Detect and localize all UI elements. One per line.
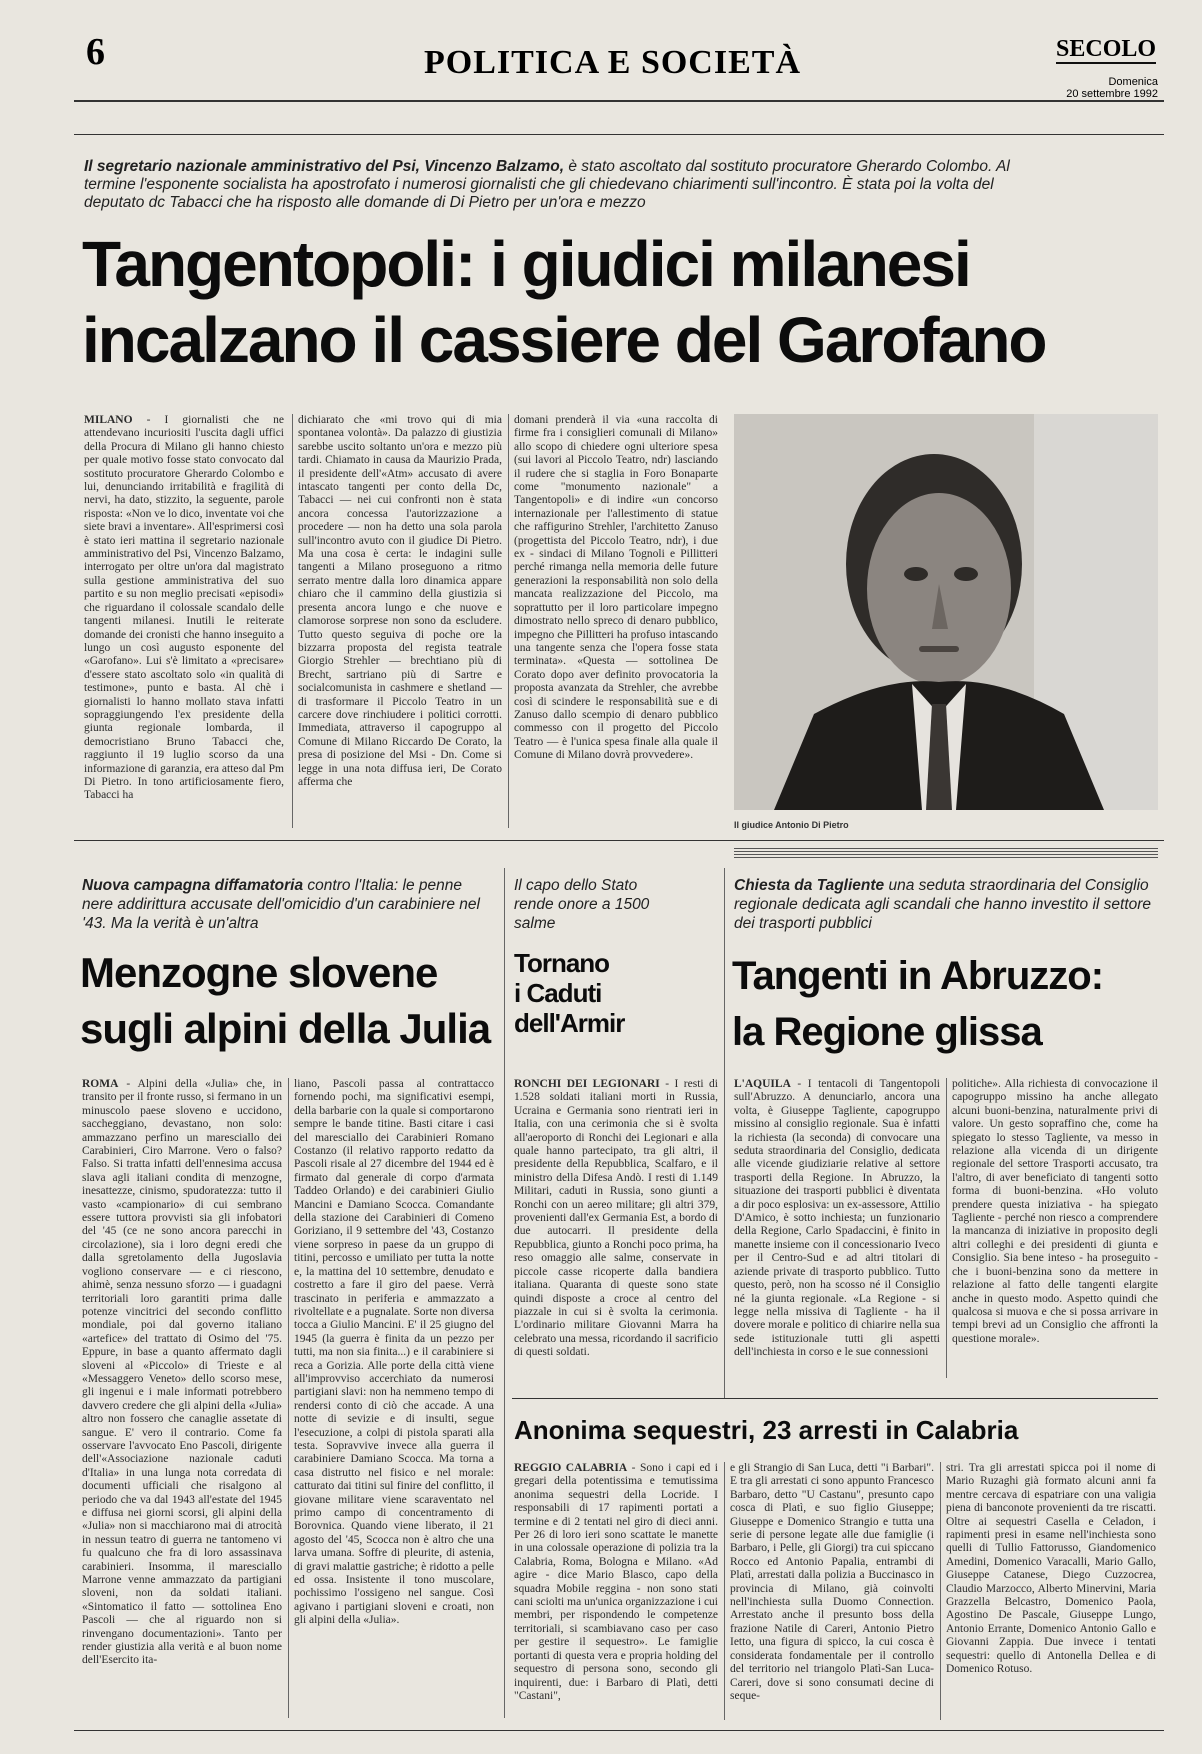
abruzzo-column-1 — [734, 1078, 940, 1378]
lead-column-2 — [298, 414, 502, 828]
lead-kicker-bold: Il segretario nazionale amministrativo del Psi, Vincenzo Balzamo, — [84, 158, 565, 175]
column-divider — [724, 868, 725, 1398]
slovene-kicker — [82, 876, 496, 933]
calabria-column-1 — [514, 1462, 718, 1720]
abruzzo-headline-line-1: Tangenti in Abruzzo: — [732, 954, 1104, 998]
lead-col3-text: domani prenderà il via «una raccolta di firme fra i consiglieri comunali di Milano» allo scopo di chiedere ogni ulteriore spesa (sui lavori al Piccolo Teatro, ndr) lasciando il rudere che si staglia in Foro Bonaparte come "monumento nazionale" a Tangentopoli» e di indire «un concorso internazionale per l'allestimento di statue che raffigurino Strehler, l'architetto Zanuso (progettista del Piccolo Teatro, ndr), i due ex - sindaci di Milano Tognoli e Pillitteri perché rimanga nella memoria delle future generazioni la responsabilità non solo della mancata realizzazione del Piccolo, ma soprattutto per il loro particolare impegno dimostrato nello spreco di denaro pubblico, impegno che Pillitteri ha profuso intascando una tangente senza che l'opera fosse stata terminata». «Questa — sottolinea De Corato dopo aver definito provocatoria la proposta avanzata da Strehler, che avrebbe così di scindere le responsabilità sue e di Zanuso dallo scempio di denaro pubblico commesso con il progetto del Piccolo Teatro — è l'unica spesa finale alla quale il Comune di Milano dovrà provvedere». — [514, 414, 718, 762]
column-divider — [946, 1078, 947, 1378]
abruzzo-column-2 — [952, 1078, 1158, 1378]
calabria-column-3 — [946, 1462, 1156, 1720]
lead-col1-text: - I giornalisti che ne attendevano incuriositi l'uscita dagli uffici della Procura di Milano gli hanno chiesto per quale motivo fosse stato convocato dal sostituto procuratore Gherardo Colombo e lui, denunciando irritabilità e fragilità di nervi, ha dato, stizzito, la seguente, parole risposta: «Non ve lo dico, inventate voi che siete bravi a inventare». All'esprimersi così è stato ieri mattina il segretario nazionale amministrativo del Psi, Vincenzo Balzamo, interrogato per oltre un'ora dal magistrato sulla gestione amministrativa del suo partito e su non meglio precisati «episodi» che riguardano il colossale scandalo delle tangenti milanesi. Inutili le reiterate domande dei cronisti che hanno inseguito a lungo un così augusto esponente del «Garofano». Lui s'è limitato a «precisare» d'essere stato ascoltato solo «in qualità di testimone», punto e basta. Al chè i giornalisti lo hanno mollato stava infatti sopraggiungendo l'ex presidente della giunta regionale lombarda, il democristiano Bruno Tabacci che, raggiunto il 19 luglio scorso da una informazione di garanzia, era atteso dal Pm Di Pietro. In tono artificiosamente fiero, Tabacci ha — [84, 414, 284, 802]
column-divider — [724, 1462, 725, 1720]
slovene-kicker-rest: contro l'Italia: le penne nere addirittura accusate dell'omicidio d'un carabiniere nel '43. Ma la verità è un'altra — [82, 877, 480, 932]
issue-date-text: 20 settembre 1992 — [1066, 88, 1158, 100]
calabria-col1-text: - Sono i capi ed i gregari della potentissima e temutissima anonima sequestri della Locride. I responsabili di 17 rapimenti portati a termine e di 2 tentati nel giro di dieci anni. Per 26 di loro ieri sono scattate le manette in una colossale operazione di polizia tra la Calabria, Roma, Bologna e Milano. «Ad agire - dice Mario Blasco, capo della squadra Mobile reggina - non sono stati cani sciolti ma un'unica organizzazione i cui membri, per rispondendo le competenze territoriali, si scambiavano caso per caso per gestire il sequestro». Le famiglie portanti di questa vera e propria holding del sequestro di persona sono, secondo gli inquirenti, due: i Barbaro di Platì, detti "Castani", — [514, 1462, 718, 1702]
page-number: 6 — [86, 31, 105, 73]
calabria-top-rule — [512, 1398, 1158, 1399]
column-divider — [292, 414, 293, 828]
calabria-col3-text: stri. Tra gli arrestati spicca poi il nome di Mario Ruzaghi già formato alcuni anni fa mentre cercava di espatriare con una valigia piena di banconote provenienti da tre riscatti. Oltre ai sequestri Casella e Celadon, i rapimenti presi in esame nell'inchiesta sono quelli di Tullio Fattorusso, Giandomenico Amedini, Domenico Varacalli, Mario Gallo, Giuseppe Catanese, Diego Cuzzocrea, Claudio Marzocco, Alberto Minervini, Maria Grazzella Belcastro, Domenico Paola, Agostino De Pascale, Giuseppe Lungo, Antonio Errante, Domenico Antonio Gallo e Giovanni Zappia. Due invece i tentati sequestri: quello di Antonella Dellea e di Domenico Rotuso. — [946, 1462, 1156, 1676]
slovene-headline-line-1: Menzogne slovene — [80, 949, 438, 996]
lead-headline-line-1: Tangentopoli: i giudici milanesi — [82, 228, 970, 300]
photo-caption: Il giudice Antonio Di Pietro — [734, 820, 849, 830]
slovene-col2-text: liano, Pascoli passa al contrattacco fornendo pochi, ma significativi esempi, della barbarie con la quale si comportarono sempre le bande titine. Basti citare i casi del maresciallo dei Carabinieri Romano Costanzo (il relativo rapporto redatto da Pascoli risale al 27 dicembre del 1944 ed è firmato dal generale di corpo d'armata Taddeo Orlando) e dei carabinieri Giulio Mancini e Damiano Scocca. Comandante della stazione dei Carabinieri di Comeno Goriziano, il 9 settembre del '43, Costanzo viene sorpreso in paese da un gruppo di titini, percosso e umiliato per tutta la notte e, la mattina del 10 settembre, denudato e costretto a fare il giro del paese. Verrà trascinato in periferia e ammazzato a rivoltellate e a pugnalate. Sorte non diversa tocca a Giulio Mancini. E' il 25 giugno del 1945 (la guerra è finita da un pezzo per tutti, ma non sia finita...) e il carabiniere si reca a Gorizia. Alle porte della città viene all'improvviso accerchiato da numerosi partigiani slavi: non ha nemmeno tempo di rendersi conto di ciò che accade. A una notte di sevizie e di insulti, segue l'esecuzione, a colpi di pistola sparati alla testa. Sopravvive invece alla guerra il carabiniere Damiano Scocca. Ma torna a casa distrutto nel fisico e nel morale: catturato dai titini sul finire del conflitto, il giovane militare viene scaraventato nel primo campo di concentramento di Borovnica. Quando viene liberato, il 21 agosto del '45, Scocca non è altro che una larva umana. Soffre di pleurite, di astenia, di gravi malattie gastriche; è ridotto a pelle ed ossa. Insistente il tono muscolare, pochissimo l'ossigeno nel sangue. Così agivano i partigiani sloveni e croati, non gli alpini della «Julia». — [294, 1078, 494, 1627]
lead-kicker — [84, 158, 1024, 212]
slovene-col1-text: - Alpini della «Julia» che, in transito per il fronte russo, si fermano in un minuscolo paese sloveno e uccidono, saccheggiano, devastano, non solo: ammazzano perfino un maresciallo dei Carabinieri, Ciro Marrone. Vero o falso? Falso. Si tratta infatti dell'ennesima accusa slava agli italiani condita di menzogne, inesattezze, cinismo, spudoratezza: tutto il vasto «campionario» di cui sembrano essere tuttora provvisti sia gli infobatori del '45 (ce ne sono ancora parecchi in circolazione), sia i loro degni eredi che dalla sgretolamento della Jugoslavia vogliono conservare — e ci riescono, ahimè, senza nessuno sforzo — i guadagni territoriali loro garantiti prima dalle potenze vincitrici del secondo conflitto mondiale, poi dal governo italiano «artefice» del trattato di Osimo del '75. Eppure, in base a quanto affermato dagli sloveni al «Piccolo» di Trieste e al «Messaggero Veneto» dello scorso mese, gli ingenui e i male informati potrebbero davvero credere che gli alpini della «Julia» altro non fossero che canaglie assetate di sangue. E' vero il contrario. Come fa osservare l'avvocato Eno Pascoli, dirigente dell'«Associazione nazionale caduti d'Italia» in una lunga nota corredata di documenti ufficiali che risalgono al periodo che va dal 1943 all'estate del 1945 e diffusa nei giorni scorsi, gli alpini della «Julia» non si macchiarono mai di atrocità in nessun teatro di guerra ne tantomeno vi fu qualcuno che fra di loro assassinava carabinieri. Insomma, il maresciallo Marrone venne ammazzato da partigiani sloveni, non da soldati italiani. «Sintomatico il fatto — sottolinea Eno Pascoli — che al riguardo non si rinvengano documentazioni». Tanto per render giustizia alla verità e al buon nome dell'Esercito ita- — [82, 1078, 282, 1667]
abruzzo-headline-line-2: la Regione glissa — [732, 1010, 1042, 1054]
slovene-dateline: ROMA — [82, 1078, 119, 1090]
armir-col1-text: - I resti di 1.528 soldati italiani morti in Russia, Ucraina e Germania sono rientrati ieri in Italia, con una cerimonia che si è svolta all'aeroporto di Ronchi dei Legionari e alla quale hanno partecipato, tra gli altri, il presidente della Repubblica, Scalfaro, e il ministro della Difesa Andò. I resti di 1.149 Militari, caduti in Russia, sono giunti a Ronchi con un aereo militare; gli altri 379, provenienti dall'ex Germania Est, a bordo di due autocarri. Il presidente della Repubblica, giunto a Ronchi poco prima, ha reso omaggio alle salme, conservate in piccole casse ricoperte dalla bandiera italiana. Quaranta di queste sono state quindi disposte a croce al centro del piazzale in cui si è svolta la cerimonia. L'ordinario militare Giovanni Marra ha celebrato una messa, ricordando il sacrificio di questi soldati. — [514, 1078, 718, 1359]
column-divider — [940, 1462, 941, 1720]
abruzzo-col2-text: politiche». Alla richiesta di convocazione il capogruppo missino ha anche allegato alcuni buoni-benzina, naturalmente privi di valore. Un gesto sopraffino che, come ha spiegato lo stesso Tagliente, va messo in relazione alla vicenda di un dirigente regionale del settore Trasporti accusato, tra l'altro, di aver beneficiato di tangenti sotto forma di buoni-benzina. «Ho voluto prendere questa iniziativa - ha spiegato Tagliente - perché non riesco a comprendere la mancanza di iniziative in proposito degli altri colleghi e dei presidenti di giunta e Consiglio. Sia bene inteso - ha proseguito - che i buoni-benzina sono da mettere in relazione al fatto delle tangenti elargite anche in questo modo. Aspetto quindi che qualcosa si muova e che si possa arrivare in tempi brevi ad un Consiglio che affronti la questione morale». — [952, 1078, 1158, 1345]
slovene-column-1 — [82, 1078, 282, 1718]
issue-day: Domenica — [1108, 76, 1158, 88]
lead-kicker-rest: è stato ascoltato dal sostituto procuratore Gherardo Colombo. Al termine l'esponente socialista ha apostrofato i numerosi giornalisti che gli chiedevano chiarimenti sull'incontro. È stata poi la volta del deputato dc Tabacci che ha risposto alle domande di Di Pietro per un'ora e mezzo — [84, 158, 1010, 211]
armir-dateline: RONCHI DEI LEGIONARI — [514, 1078, 660, 1090]
judge-photo — [734, 414, 1158, 810]
lead-column-1 — [84, 414, 284, 828]
judge-portrait-image — [734, 414, 1158, 810]
abruzzo-kicker-bold: Chiesta da Tagliente — [734, 877, 885, 894]
slovene-kicker-bold: Nuova campagna diffamatoria — [82, 877, 304, 894]
slovene-headline-line-2: sugli alpini della Julia — [80, 1005, 491, 1052]
bottom-rule — [74, 1730, 1164, 1731]
armir-column — [514, 1078, 718, 1378]
lead-dateline: MILANO — [84, 414, 133, 426]
calabria-col2-text: e gli Strangio di San Luca, detti "i Barbari". E tra gli arrestati ci sono appunto Francesco Barbaro, detto "U Castanu", presunto capo cosca di Platì, e suo figlio Giuseppe; Giuseppe e Domenico Strangio e tutta una serie di persone legate alle due famiglie (i Barbaro, i Pelle, gli Giorgi) tra cui spiccano Rocco ed Antonio Papalia, entrambi di Platì, arrestati dalla polizia a Buccinasco in provincia di Milano, già coinvolti nell'inchiesta sulla Duomo Connection. Arrestato anche il presunto boss della frazione Natile di Careri, Antonio Pietro Ietto, una figura di spicco, la cui cosca è considerata fondamentale per il controllo del territorio nel triangolo Platì-San Luca-Careri, dove si sono consumati decine di seque- — [730, 1462, 934, 1702]
section-rule — [74, 840, 1164, 841]
gray-band — [734, 848, 1158, 860]
armir-headline-line-2: i Caduti — [514, 978, 602, 1008]
top-frame-rule — [74, 134, 1164, 135]
lead-col2-text: dichiarato che «mi trovo qui di mia spontanea volontà». Da palazzo di giustizia sarebbe uscito soltanto un'ora e mezzo più tardi. Chiamato in causa da Maurizio Prada, il presidente dell'«Atm» accusato di avere intascato tangenti per conto della Dc, Tabacci — nei cui confronti non è stata ancora concessa l'autorizzazione a procedere — non ha detto una sola parola sull'incontro avuto con il giudice Di Pietro. Ma una cosa è certa: le indagini sulle tangenti a Milano proseguono a ritmo serrato mentre dalla loro dinamica appare chiaro che il cammino della giustizia si presenta ancora lungo e che nuove e clamorose sorprese non sono da escludere. Tutto questo seguiva di poche ore la bizzarra proposta del regista teatrale Giorgio Strehler — brechtiano più di Brecht, sartriano più di Sartre e socialcomunista in cashmere e shetland — di trasformare il Piccolo Teatro in un carcere dove rinchiudere i politici corrotti. Immediata, attraverso il capogruppo al Comune di Milano Riccardo De Corato, la presa di posizione del Msi - Dn. Come si legge in una nota diffusa ieri, De Corato afferma che — [298, 414, 502, 788]
calabria-dateline: REGGIO CALABRIA — [514, 1462, 628, 1474]
armir-kicker: Il capo dello Stato rende onore a 1500 salme — [514, 877, 650, 932]
calabria-headline: Anonima sequestri, 23 arresti in Calabria — [514, 1415, 1019, 1445]
armir-headline-line-3: dell'Armir — [514, 1008, 625, 1038]
section-title: POLITICA E SOCIETÀ — [424, 44, 801, 81]
abruzzo-kicker-rest: una seduta straordinaria del Consiglio regionale dedicata agli scandali che hanno investito il settore dei trasporti pubblici — [734, 877, 1152, 932]
column-divider — [288, 1078, 289, 1718]
slovene-column-2 — [294, 1078, 494, 1718]
calabria-column-2 — [730, 1462, 934, 1720]
lead-headline-line-2: incalzano il cassiere del Garofano — [82, 304, 1046, 376]
abruzzo-col1-text: - I tentacoli di Tangentopoli sull'Abruzzo. A denunciarlo, ancora una volta, è Giuseppe Tagliente, capogruppo missino al consiglio regionale. Sua è infatti la richiesta (la seconda) di convocare una seduta straordinaria del Consiglio, dedicata alle vicende giudiziarie relative al settore trasporti della Regione. In Abruzzo, la situazione dei trasporti pubblici è diventata a dir poco esplosiva: un ex-assessore, Attilio D'Amico, è sotto inchiesta; un funzionario della Regione, Carlo Spadaccini, è finito in manette insieme con il concessionario Iveco per il Centro-Sud e ad altri titolari di aziende private di trasporto pubblico. Tutto questo, però, non ha scosso né il Consiglio né la giunta regionale. «La Regione - si legge nella missiva di Tagliente - ha il dovere morale e politico di chiarire nella sua sede istituzionale tutti gli aspetti dell'inchiesta in corso e le sue connessioni — [734, 1078, 940, 1359]
armir-headline — [514, 948, 624, 1038]
column-divider — [504, 868, 505, 1718]
newspaper-logo: SECOLO — [1056, 36, 1157, 62]
armir-headline-line-1: Tornano — [514, 948, 610, 978]
column-divider — [508, 414, 509, 828]
abruzzo-dateline: L'AQUILA — [734, 1078, 791, 1090]
header-rule — [74, 100, 1164, 102]
lead-column-3 — [514, 414, 718, 828]
abruzzo-kicker — [734, 876, 1154, 933]
issue-date — [1066, 76, 1158, 100]
